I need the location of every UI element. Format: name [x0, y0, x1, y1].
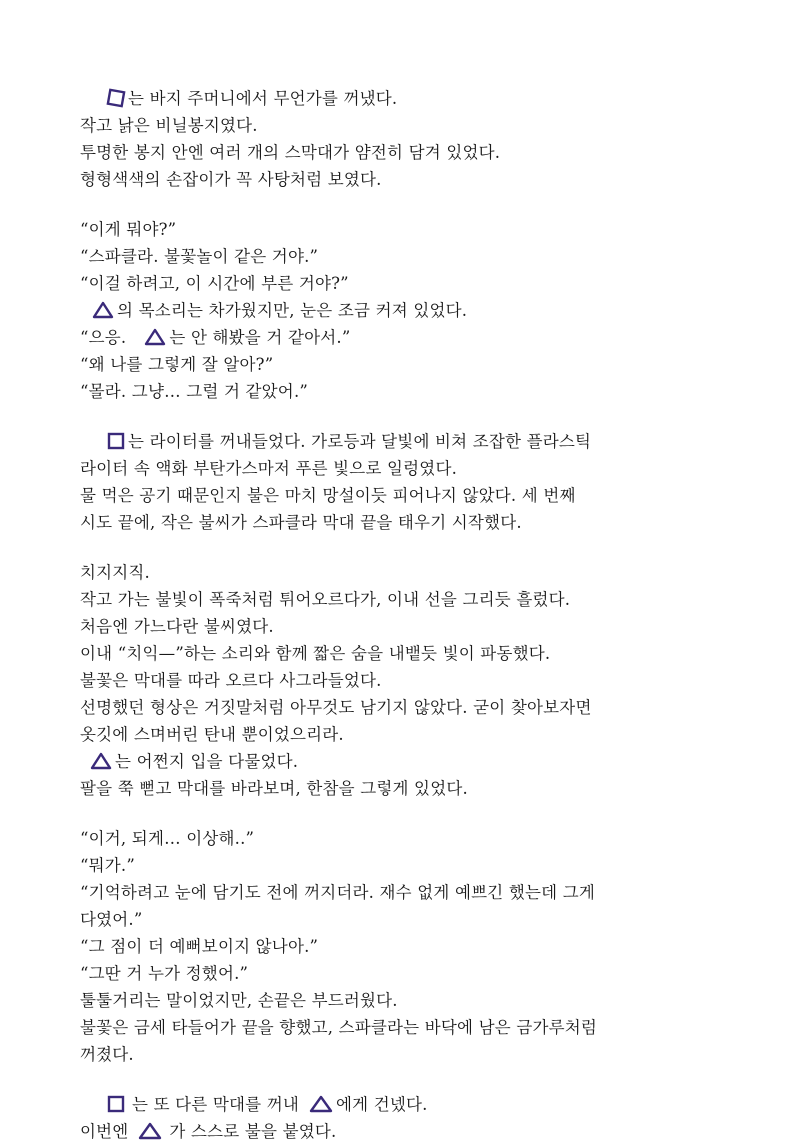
- triangle-icon: [144, 328, 166, 346]
- para3-line-7: 옷깃에 스며버린 탄내 뿐이었으리라.: [80, 725, 344, 744]
- triangle-icon: [92, 301, 114, 319]
- para4-text-2b: 가 스스로 불을 붙였다.: [169, 1122, 337, 1141]
- para3-line-6: 선명했던 형상은 거짓말처럼 아무것도 남기지 않았다. 굳이 찾아보자면: [80, 698, 592, 717]
- para2-text-1: 는 라이터를 꺼내들었다. 가로등과 달빛에 비쳐 조잡한 플라스틱: [128, 432, 592, 451]
- dialog1-line-3: “이걸 하려고, 이 시간에 부른 거야?”: [80, 274, 349, 293]
- triangle-icon: [90, 752, 112, 770]
- para1-line-1: [80, 85, 720, 112]
- para2-line-1: [80, 428, 720, 455]
- triangle-icon: [309, 1095, 333, 1113]
- dialog1-text-5a: “으응.: [80, 328, 127, 347]
- square-icon: [107, 89, 125, 107]
- para4-text-2a: 이번엔: [80, 1122, 129, 1141]
- paragraph-gap: [80, 405, 720, 428]
- para2-line-3: 물 먹은 공기 때문인지 불은 마치 망설이듯 피어나지 않았다. 세 번째: [80, 486, 576, 505]
- dialog2-line-5: “그 점이 더 예뻐보이지 않나아.”: [80, 937, 319, 956]
- dialog2-line-8: 불꽃은 금세 타들어가 끝을 향했고, 스파클라는 바닥에 남은 금가루처럼: [80, 1018, 598, 1037]
- para3-line-1: 치지지직.: [80, 563, 151, 582]
- para1-line-2: 작고 낡은 비닐봉지였다.: [80, 116, 258, 135]
- para3-line-3: 처음엔 가느다란 불씨였다.: [80, 617, 274, 636]
- para3-line-4: 이내 “치익—”하는 소리와 함께 짧은 숨을 내뱉듯 빛이 파동했다.: [80, 644, 551, 663]
- dialog1-text-5b: 는 안 해봤을 거 같아서.”: [169, 328, 351, 347]
- dialog2-line-3: “기억하려고 눈에 담기도 전에 꺼지더라. 재수 없게 예쁘긴 했는데 그게: [80, 883, 595, 902]
- dialog1-line-5: [80, 324, 720, 351]
- dialog2-line-7: 툴툴거리는 말이었지만, 손끝은 부드러웠다.: [80, 991, 398, 1010]
- dialog1-text-4: 의 목소리는 차가웠지만, 눈은 조금 커져 있었다.: [117, 301, 468, 320]
- paragraph-gap: [80, 193, 720, 216]
- dialog2-line-4: 다였어.”: [80, 910, 143, 929]
- paragraph-gap: [80, 536, 720, 559]
- para3-line-5: 불꽃은 막대를 따라 오르다 사그라들었다.: [80, 671, 382, 690]
- dialog1-line-7: “몰라. 그냥… 그럴 거 같았어.”: [80, 382, 309, 401]
- dialog2-line-2: “뭐가.”: [80, 856, 135, 875]
- story-page: [80, 85, 720, 1145]
- para3-text-8: 는 어쩐지 입을 다물었다.: [115, 752, 299, 771]
- para4-line-1: [80, 1091, 720, 1118]
- dialog1-line-1: “이게 뭐야?”: [80, 220, 177, 239]
- para4-text-1a: 는 또 다른 막대를 꺼내: [132, 1095, 300, 1114]
- dialog1-line-4: [80, 297, 720, 324]
- para4-line-2: [80, 1118, 720, 1145]
- para1-line-3: 투명한 봉지 안엔 여러 개의 스막대가 얌전히 담겨 있었다.: [80, 143, 501, 162]
- para1-text-1: 는 바지 주머니에서 무언가를 꺼냈다.: [128, 89, 398, 108]
- dialog2-line-1: “이거, 되게… 이상해..”: [80, 829, 255, 848]
- para1-line-4: 형형색색의 손잡이가 꼭 사탕처럼 보였다.: [80, 170, 382, 189]
- paragraph-gap: [80, 1068, 720, 1091]
- para3-line-9: 팔을 쭉 뻗고 막대를 바라보며, 한참을 그렇게 있었다.: [80, 779, 468, 798]
- square-icon: [107, 1095, 125, 1113]
- para2-line-4: 시도 끝에, 작은 불씨가 스파클라 막대 끝을 태우기 시작했다.: [80, 513, 522, 532]
- paragraph-gap: [80, 802, 720, 825]
- dialog2-line-6: “그딴 거 누가 정했어.”: [80, 964, 249, 983]
- square-icon: [107, 432, 125, 450]
- dialog2-line-9: 꺼졌다.: [80, 1045, 134, 1064]
- para3-line-8: [80, 748, 720, 775]
- para2-line-2: 라이터 속 액화 부탄가스마저 푸른 빛으로 일렁였다.: [80, 459, 458, 478]
- dialog1-line-6: “왜 나를 그렇게 잘 알아?”: [80, 355, 274, 374]
- dialog1-line-2: “스파클라. 불꽃놀이 같은 거야.”: [80, 247, 319, 266]
- para4-text-1b: 에게 건넸다.: [336, 1095, 428, 1114]
- para3-line-2: 작고 가는 불빛이 폭죽처럼 튀어오르다가, 이내 선을 그리듯 흘렀다.: [80, 590, 571, 609]
